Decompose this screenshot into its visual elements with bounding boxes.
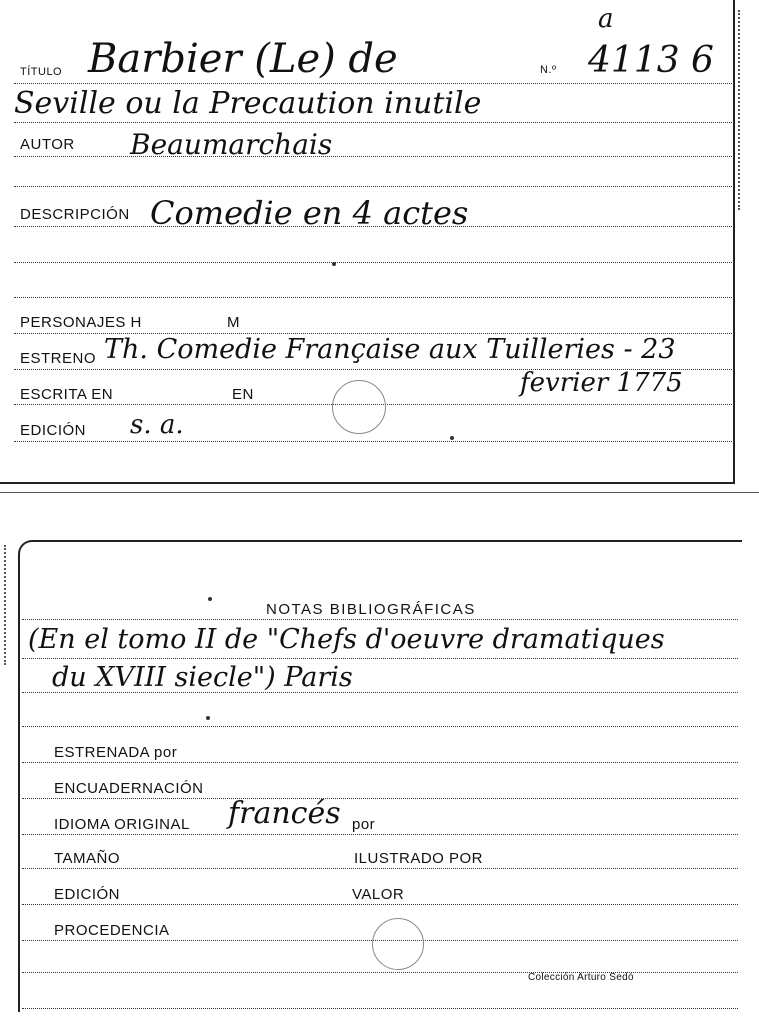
notas-line2: du XVIII siecle") Paris: [52, 662, 353, 693]
corner-mark: a: [598, 4, 614, 34]
escrita-label: ESCRITA EN: [20, 386, 114, 403]
encuadernacion-label: ENCUADERNACIÓN: [54, 780, 204, 797]
coleccion-label: Colección Arturo Sedó: [528, 972, 634, 983]
estrenada-label: ESTRENADA por: [54, 744, 178, 761]
ink-speck: [332, 262, 336, 266]
numero-label: N.º: [540, 64, 557, 76]
estreno-label: ESTRENO: [20, 350, 97, 367]
idioma-label: IDIOMA ORIGINAL: [54, 816, 190, 833]
titulo-value: Barbier (Le) de: [88, 36, 398, 82]
scan-edge-noise: [4, 545, 18, 665]
edicion-label-top: EDICIÓN: [20, 422, 87, 439]
autor-value: Beaumarchais: [130, 128, 333, 161]
ruled-line: [14, 156, 734, 157]
edicion-value-top: s. a.: [130, 410, 184, 440]
library-stamp: [372, 918, 424, 970]
idioma-value: francés: [228, 796, 341, 831]
valor-label: VALOR: [352, 886, 405, 903]
titulo-label: TÍTULO: [20, 66, 63, 78]
ruled-line: [22, 658, 738, 659]
ink-speck: [450, 436, 454, 440]
numero-value: 4113 6: [588, 40, 714, 81]
ruled-line: [22, 619, 738, 620]
ruled-line: [14, 262, 734, 263]
notas-line1: (En el tomo II de "Chefs d'oeuvre dramatiques: [28, 624, 665, 655]
library-stamp: [332, 380, 386, 434]
titulo-value-line2: Seville ou la Precaution inutile: [14, 86, 482, 121]
card-separator: [0, 492, 759, 493]
notas-heading: NOTAS BIBLIOGRÁFICAS: [266, 601, 476, 618]
ruled-line: [22, 692, 738, 693]
personajes-m-label: M: [227, 314, 240, 331]
descripcion-value: Comedie en 4 actes: [150, 194, 469, 232]
ruled-line: [22, 1008, 738, 1009]
descripcion-label: DESCRIPCIÓN: [20, 206, 130, 223]
ruled-line: [14, 297, 734, 298]
ruled-line: [22, 726, 738, 727]
procedencia-label: PROCEDENCIA: [54, 922, 170, 939]
ruled-line: [22, 834, 738, 835]
personajes-label: PERSONAJES H: [20, 314, 142, 331]
en-label: EN: [232, 386, 254, 403]
ruled-line: [14, 441, 734, 442]
ruled-line: [22, 762, 738, 763]
ilustrado-label: ILUSTRADO POR: [354, 850, 484, 867]
ruled-line: [14, 226, 734, 227]
scan-edge-noise: [738, 10, 752, 210]
ruled-line: [14, 186, 734, 187]
ruled-line: [22, 868, 738, 869]
ink-speck: [206, 716, 210, 720]
estreno-value: Th. Comedie Française aux Tuilleries - 23: [104, 334, 676, 365]
ink-speck: [208, 597, 212, 601]
ruled-line: [14, 83, 734, 84]
ruled-line: [14, 122, 734, 123]
autor-label: AUTOR: [20, 136, 75, 153]
idioma-por-label: por: [352, 816, 376, 833]
tamano-label: TAMAÑO: [54, 850, 121, 867]
estreno-value-line2: fevrier 1775: [520, 368, 683, 398]
edicion-label-bottom: EDICIÓN: [54, 886, 121, 903]
ruled-line: [22, 798, 738, 799]
ruled-line: [22, 904, 738, 905]
